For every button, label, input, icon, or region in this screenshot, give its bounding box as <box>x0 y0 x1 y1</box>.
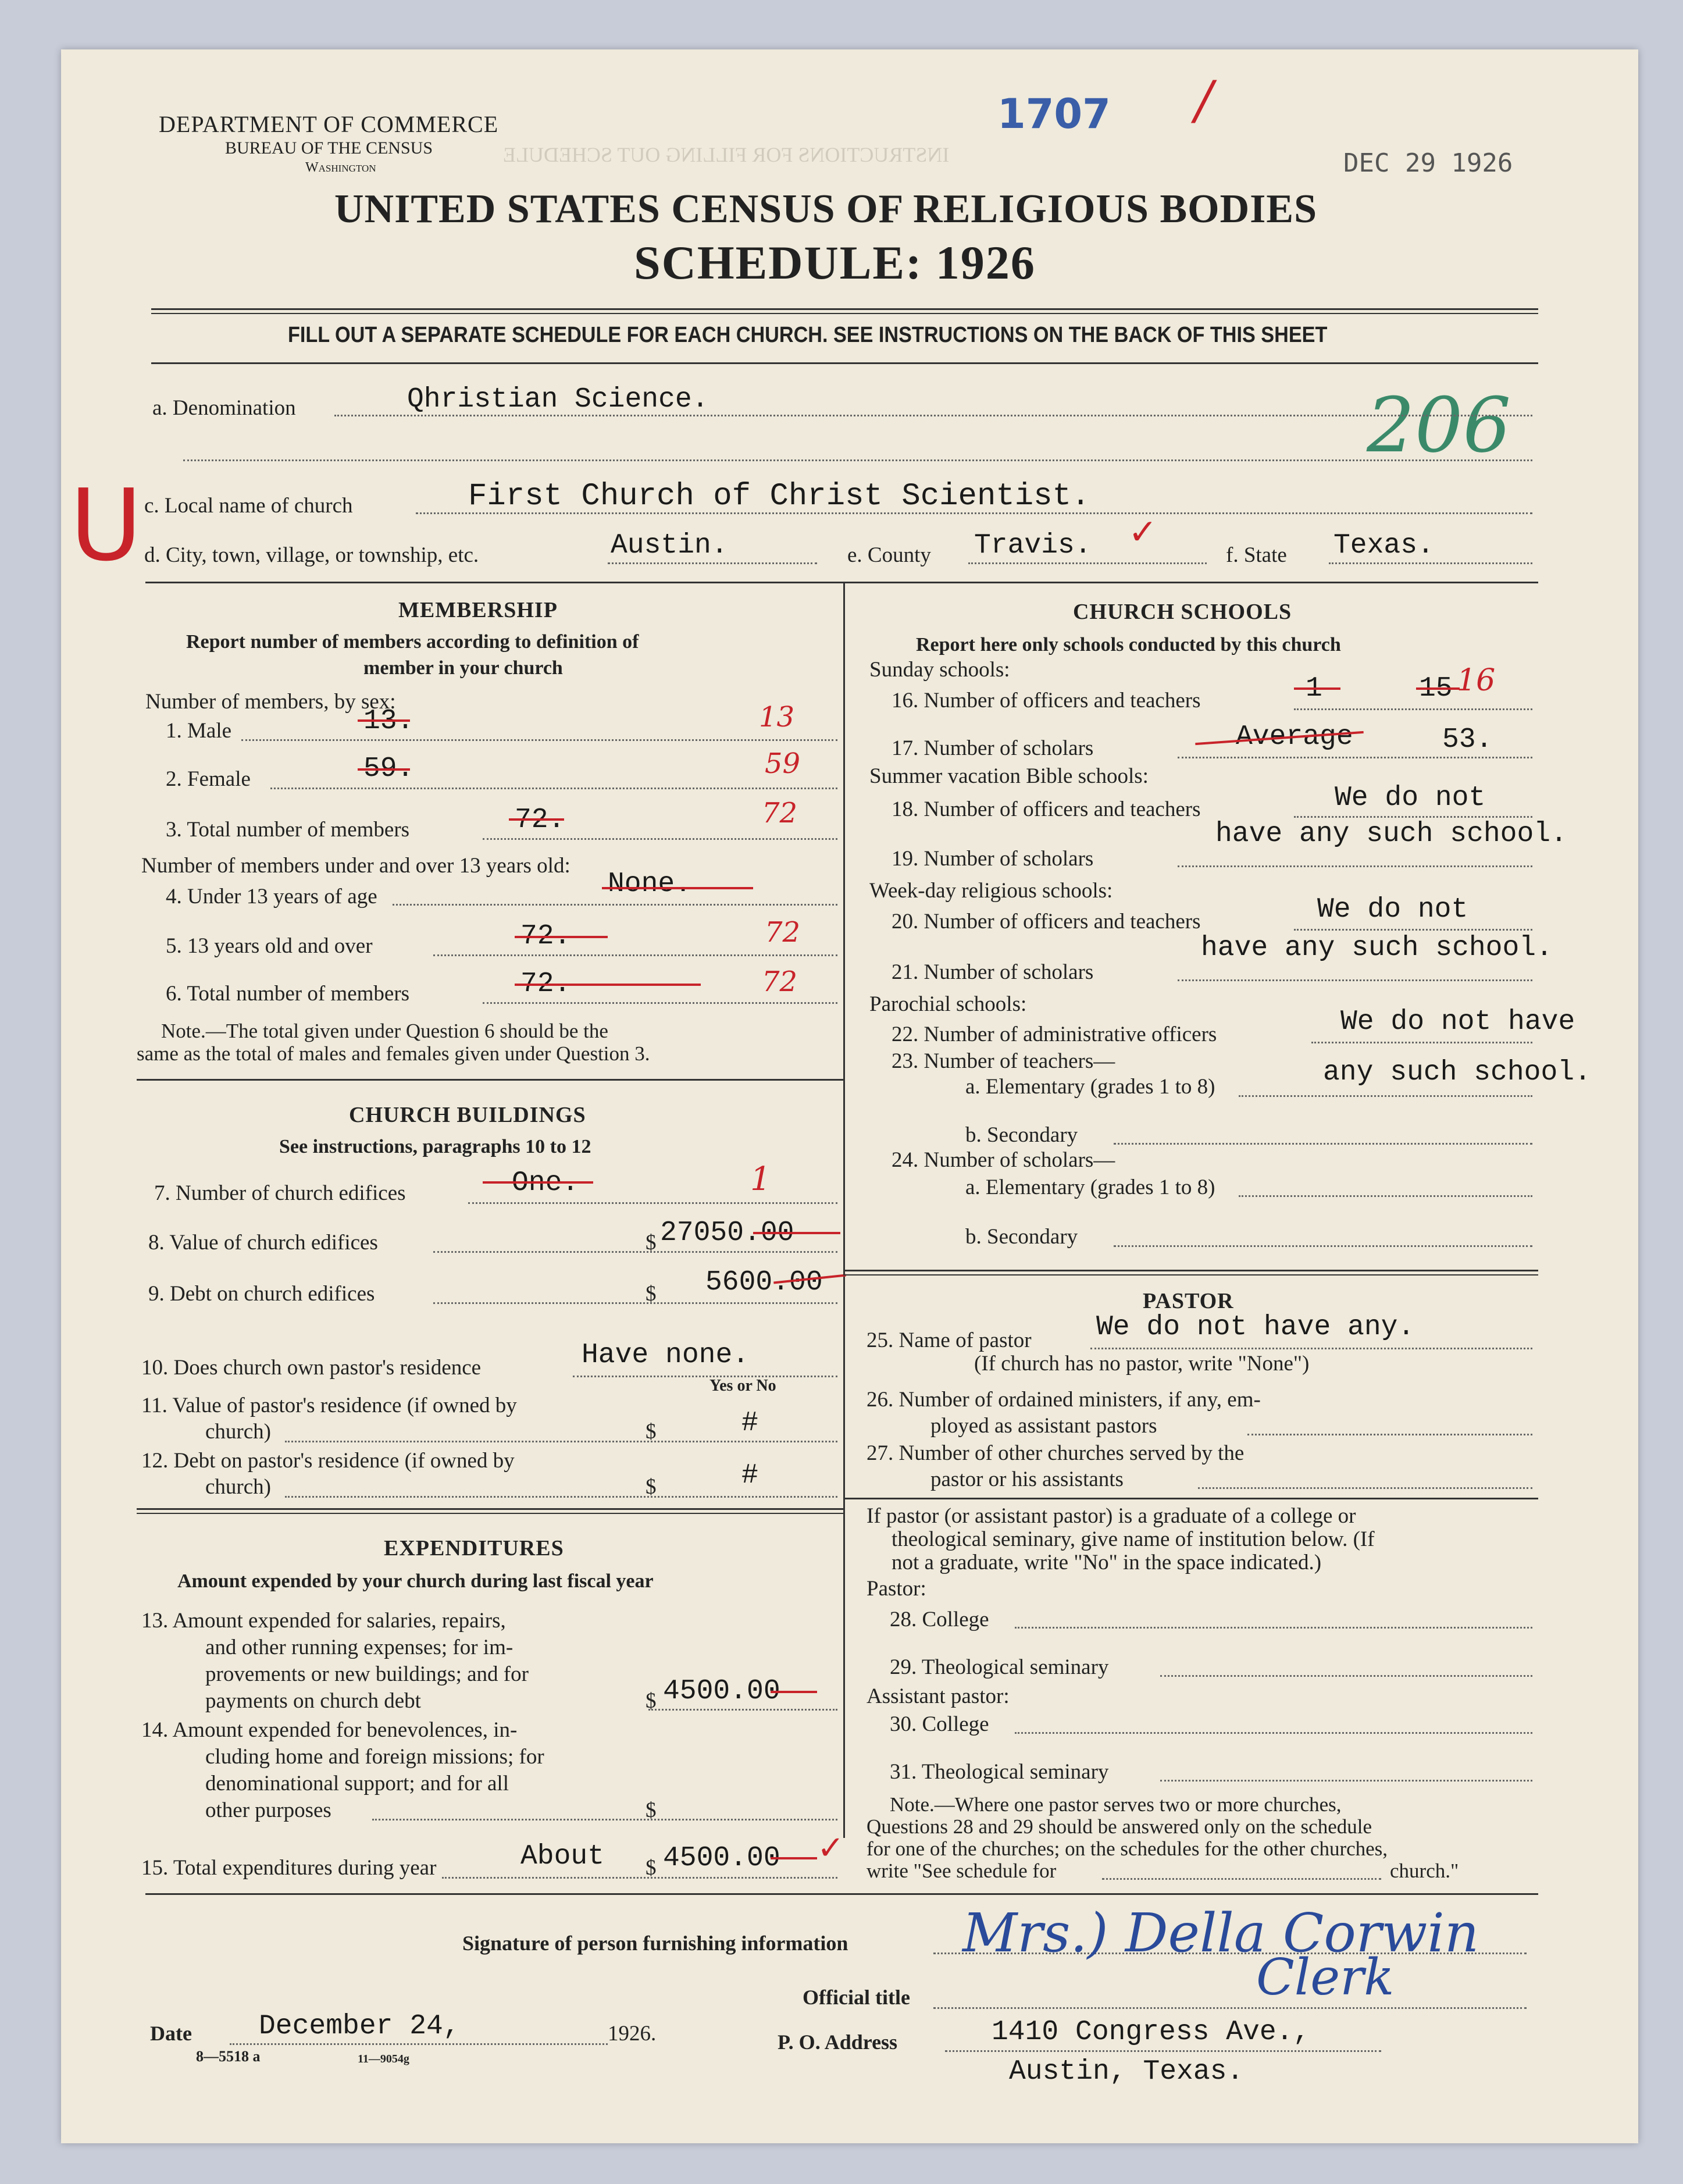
q8-label: 8. Value of church edifices <box>148 1231 378 1255</box>
form-number-stamp: 1707 <box>997 90 1111 138</box>
q20-label: 20. Number of officers and teachers <box>892 910 1201 934</box>
q5-strike <box>515 936 608 938</box>
washington-label: Washington <box>305 160 376 175</box>
q22-label: 22. Number of administrative officers <box>892 1022 1217 1046</box>
official-title-handwritten[interactable]: Clerk <box>1256 1948 1395 2007</box>
q23a-line <box>1239 1095 1532 1097</box>
q16-typed-b[interactable]: 15 <box>1419 673 1453 704</box>
schedule-title: SCHEDULE: 1926 <box>634 236 1036 289</box>
q5-label: 5. 13 years old and over <box>166 934 373 958</box>
po-address-line-1[interactable]: 1410 Congress Ave., <box>992 2016 1310 2048</box>
summer-schools-heading: Summer vacation Bible schools: <box>869 764 1149 788</box>
q29-line <box>1160 1675 1532 1677</box>
q7-line <box>468 1202 837 1204</box>
q16-label: 16. Number of officers and teachers <box>892 689 1201 712</box>
q6-label: 6. Total number of members <box>166 982 410 1006</box>
q13-label-4: payments on church debt <box>205 1689 421 1713</box>
schools-heading: CHURCH SCHOOLS <box>1073 600 1292 624</box>
state-label: f. State <box>1226 543 1287 567</box>
q27-label-2: pastor or his assistants <box>930 1467 1124 1491</box>
po-address-line-2[interactable]: Austin, Texas. <box>1009 2056 1244 2087</box>
fill-instruction: FILL OUT A SEPARATE SCHEDULE FOR EACH CHURCH. SEE INSTRUCTIONS ON THE BACK OF THIS SHEET <box>288 323 1328 347</box>
q31-label: 31. Theological seminary <box>890 1760 1109 1784</box>
q16b-strike <box>1416 687 1460 690</box>
q25-note: (If church has no pastor, write "None") <box>974 1352 1310 1376</box>
q23a-typed[interactable]: any such school. <box>1323 1057 1591 1088</box>
pastor-subheading: Pastor: <box>867 1577 926 1601</box>
red-tick-mark: / <box>1195 70 1213 131</box>
q9-typed[interactable]: 5600.00 <box>705 1267 823 1298</box>
city-label: d. City, town, village, or township, etc. <box>144 543 479 567</box>
q15-label: 15. Total expenditures during year <box>141 1856 437 1880</box>
q18-typed[interactable]: We do not <box>1335 782 1486 814</box>
q19-line <box>1178 865 1532 867</box>
q3-red-correction: 72 <box>762 797 798 829</box>
red-checkmark-q15: ✓ <box>817 1829 844 1867</box>
q16-red-correction: 16 <box>1457 663 1496 698</box>
po-address-label: P. O. Address <box>778 2030 898 2054</box>
q7-red-correction: 1 <box>750 1160 771 1198</box>
buildings-heading: CHURCH BUILDINGS <box>349 1103 586 1127</box>
q17-label: 17. Number of scholars <box>892 736 1094 760</box>
q11-label-2: church) <box>205 1420 271 1444</box>
signature-label: Signature of person furnishing information <box>462 1932 848 1955</box>
q23-label: 23. Number of teachers— <box>892 1049 1115 1073</box>
signature-handwritten[interactable]: Mrs.) Della Corwin <box>962 1902 1479 1964</box>
q28-label: 28. College <box>890 1608 989 1631</box>
q13-label-2: and other running expenses; for im- <box>205 1636 514 1659</box>
pastor-note-line <box>1102 1878 1381 1880</box>
dept-name: DEPARTMENT OF COMMERCE <box>159 111 499 137</box>
parochial-schools-heading: Parochial schools: <box>869 992 1027 1016</box>
date-line <box>230 2043 608 2045</box>
denomination-label: a. Denomination <box>152 396 296 420</box>
q21-line <box>1178 979 1532 981</box>
bureau-name: BUREAU OF THE CENSUS <box>225 138 433 158</box>
date-typed[interactable]: December 24, <box>259 2011 460 2042</box>
q8-typed[interactable]: 27050.00 <box>660 1217 794 1249</box>
q14-line <box>372 1819 837 1820</box>
q3-typed[interactable]: 72. <box>515 804 565 836</box>
q13-label-3: provements or new buildings; and for <box>205 1662 529 1686</box>
q14-label-2: cluding home and foreign missions; for <box>205 1745 544 1769</box>
q15-strike <box>771 1857 817 1859</box>
yes-no-hint: Yes or No <box>709 1377 776 1395</box>
q6-line <box>483 1002 837 1004</box>
q1-strike <box>358 719 410 722</box>
county-value[interactable]: Travis. <box>974 530 1092 561</box>
q20-typed[interactable]: We do not <box>1317 894 1468 925</box>
denomination-value[interactable]: Qhristian Science. <box>407 384 709 415</box>
official-title-label: Official title <box>803 1986 910 2009</box>
q22-typed[interactable]: We do not have <box>1340 1006 1575 1038</box>
q19-label: 19. Number of scholars <box>892 847 1094 871</box>
q10-line <box>573 1376 837 1377</box>
q11-dollar: $ <box>646 1420 657 1444</box>
city-line <box>608 562 817 564</box>
q27-line <box>1198 1487 1532 1489</box>
po-address-line <box>945 2050 1381 2052</box>
q8-dollar: $ <box>646 1231 657 1255</box>
q2-typed[interactable]: 59. <box>363 753 414 785</box>
pastor-note-3: for one of the churches; on the schedules for the other churches, <box>867 1837 1388 1860</box>
pastor-note-4: write "See schedule for <box>867 1859 1057 1882</box>
pastor-note-2: Questions 28 and 29 should be answered only on the schedule <box>867 1815 1372 1838</box>
q4-label: 4. Under 13 years of age <box>166 885 377 908</box>
denomination-line <box>334 415 1532 416</box>
handwritten-code: 206 <box>1367 381 1511 469</box>
q8-line <box>433 1251 837 1253</box>
q2-line <box>270 788 837 789</box>
grad-text-1: If pastor (or assistant pastor) is a graduate of a college or <box>867 1504 1356 1528</box>
q24b-line <box>1114 1245 1532 1247</box>
q5-line <box>433 954 837 956</box>
q5-typed[interactable]: 72. <box>520 921 571 952</box>
county-label: e. County <box>847 543 931 567</box>
q25-line <box>1090 1348 1532 1349</box>
pastor-note-1: Note.—Where one pastor serves two or more churches, <box>890 1793 1342 1816</box>
q17-struck-text: Average <box>1236 721 1353 753</box>
q12-typed[interactable]: # <box>741 1460 758 1491</box>
received-date-stamp: DEC 29 1926 <box>1343 148 1513 178</box>
q4-typed[interactable]: None. <box>608 868 692 900</box>
q1-typed[interactable]: 13. <box>363 706 414 737</box>
local-name-line <box>416 512 1532 514</box>
q16a-strike <box>1294 687 1340 690</box>
q2-label: 2. Female <box>166 767 251 791</box>
form-title: UNITED STATES CENSUS OF RELIGIOUS BODIES <box>334 187 1318 231</box>
q13-typed[interactable]: 4500.00 <box>663 1676 780 1707</box>
q13-label-1: 13. Amount expended for salaries, repairs, <box>141 1609 506 1633</box>
q21-label: 21. Number of scholars <box>892 960 1094 984</box>
q9-dollar: $ <box>646 1282 657 1306</box>
q30-label: 30. College <box>890 1712 989 1736</box>
q14-dollar: $ <box>646 1798 657 1822</box>
q12-label-2: church) <box>205 1475 271 1499</box>
q11-label-1: 11. Value of pastor's residence (if owned by <box>141 1394 517 1417</box>
membership-subtitle-2: member in your church <box>363 657 563 679</box>
q26-label-2: ployed as assistant pastors <box>930 1414 1157 1438</box>
q15-line <box>442 1877 837 1879</box>
header-rule-bottom <box>151 362 1538 364</box>
q3-label: 3. Total number of members <box>166 818 410 842</box>
q27-label-1: 27. Number of other churches served by the <box>867 1441 1245 1465</box>
q12-dollar: $ <box>646 1475 657 1499</box>
q16-line <box>1294 708 1532 710</box>
official-title-line <box>933 2007 1527 2009</box>
q11-typed[interactable]: # <box>741 1408 758 1439</box>
q3-strike <box>509 818 564 821</box>
q17-line <box>1178 757 1532 758</box>
q10-typed[interactable]: Have none. <box>582 1339 750 1371</box>
denomination-line-2 <box>183 459 1532 461</box>
q22-line <box>1311 1042 1532 1043</box>
q9-label: 9. Debt on church edifices <box>148 1282 375 1306</box>
q15-typed[interactable]: 4500.00 <box>663 1843 780 1874</box>
pastor-mid-rule <box>843 1498 1538 1499</box>
local-name-label: c. Local name of church <box>144 494 353 518</box>
q1-line <box>241 739 837 741</box>
expenditures-subtitle: Amount expended by your church during last fiscal year <box>177 1570 654 1592</box>
q21-typed[interactable]: have any such school. <box>1201 932 1553 964</box>
column-divider <box>843 582 845 1838</box>
q12-line <box>285 1496 837 1498</box>
census-form-sheet <box>61 49 1638 2143</box>
q24a-label: a. Elementary (grades 1 to 8) <box>965 1175 1215 1199</box>
by-sex-heading: Number of members, by sex: <box>145 690 396 714</box>
buildings-subtitle: See instructions, paragraphs 10 to 12 <box>279 1136 591 1157</box>
q20-line <box>1294 929 1532 931</box>
q10-label: 10. Does church own pastor's residence <box>141 1356 482 1380</box>
age-heading: Number of members under and over 13 years old: <box>141 854 570 878</box>
q15-dollar: $ <box>646 1856 657 1880</box>
state-value[interactable]: Texas. <box>1333 530 1434 561</box>
q7-label: 7. Number of church edifices <box>154 1181 406 1205</box>
q29-label: 29. Theological seminary <box>890 1655 1109 1679</box>
q13-line <box>648 1709 837 1711</box>
date-year: 1926. <box>608 2022 657 2046</box>
q12-label-1: 12. Debt on pastor's residence (if owned by <box>141 1449 515 1473</box>
q26-line <box>1247 1434 1532 1435</box>
membership-subtitle-1: Report number of members according to definition of <box>186 631 639 653</box>
section-rule-top <box>145 582 1538 583</box>
q23a-label: a. Elementary (grades 1 to 8) <box>965 1075 1215 1099</box>
membership-note-1: Note.—The total given under Question 6 should be the <box>161 1020 608 1042</box>
q24-label: 24. Number of scholars— <box>892 1148 1115 1172</box>
q1-label: 1. Male <box>166 719 232 743</box>
grad-text-3: not a graduate, write "No" in the space indicated.) <box>892 1551 1322 1574</box>
q18-label: 18. Number of officers and teachers <box>892 797 1201 821</box>
q6-typed[interactable]: 72. <box>520 968 571 1000</box>
q14-label-1: 14. Amount expended for benevolences, in- <box>141 1718 518 1742</box>
q23b-label: b. Secondary <box>965 1123 1078 1147</box>
q5-red-correction: 72 <box>765 916 801 949</box>
grad-text-2: theological seminary, give name of institution below. (If <box>892 1527 1375 1551</box>
header-rule-top-2 <box>151 313 1538 314</box>
asst-pastor-subheading: Assistant pastor: <box>867 1684 1010 1708</box>
city-value[interactable]: Austin. <box>611 530 728 561</box>
state-line <box>1329 562 1532 564</box>
q8-strike <box>753 1232 840 1234</box>
county-line <box>968 562 1207 564</box>
q17-typed[interactable]: 53. <box>1442 724 1493 756</box>
q6-red-correction: 72 <box>762 965 798 998</box>
local-name-value[interactable]: First Church of Christ Scientist. <box>468 479 1090 514</box>
form-number: 8—5518 a <box>196 2048 261 2065</box>
q2-strike <box>358 768 410 771</box>
q11-line <box>285 1441 837 1442</box>
q16-typed-a[interactable]: 1 <box>1306 673 1322 704</box>
membership-bottom-rule <box>137 1079 843 1081</box>
date-label: Date <box>150 2022 192 2045</box>
q28-line <box>1015 1627 1532 1629</box>
q24a-line <box>1239 1195 1532 1197</box>
red-u-mark: U <box>70 468 142 583</box>
expenditures-heading: EXPENDITURES <box>384 1536 564 1560</box>
q2-red-correction: 59 <box>765 747 801 780</box>
sunday-schools-heading: Sunday schools: <box>869 658 1010 682</box>
q30-line <box>1015 1732 1532 1734</box>
buildings-bottom-rule-2 <box>137 1513 843 1514</box>
q4-line <box>393 904 837 906</box>
header-rule-top <box>151 308 1538 310</box>
q19-typed[interactable]: have any such school. <box>1215 818 1567 850</box>
q3-line <box>483 838 837 840</box>
membership-heading: MEMBERSHIP <box>398 598 558 622</box>
q7-typed[interactable]: One. <box>512 1167 579 1199</box>
buildings-bottom-rule <box>137 1508 843 1510</box>
schools-bottom-rule-2 <box>843 1274 1538 1276</box>
q15-about[interactable]: About <box>520 1841 605 1872</box>
q4-strike <box>602 887 753 889</box>
q6-strike <box>515 984 701 986</box>
q25-typed[interactable]: We do not have any. <box>1096 1312 1415 1343</box>
membership-note-2: same as the total of males and females given under Question 3. <box>137 1042 650 1065</box>
pastor-heading: PASTOR <box>1143 1289 1234 1313</box>
q14-label-4: other purposes <box>205 1798 331 1822</box>
q13-dollar: $ <box>646 1689 657 1713</box>
red-checkmark-county: ✓ <box>1128 512 1158 553</box>
q31-line <box>1160 1780 1532 1782</box>
q23b-line <box>1114 1143 1532 1145</box>
pastor-note-5: church." <box>1390 1859 1459 1882</box>
form-number-2: 11—9054g <box>358 2053 409 2065</box>
q7-strike <box>483 1181 593 1184</box>
weekday-schools-heading: Week-day religious schools: <box>869 879 1113 903</box>
q1-red-correction: 13 <box>759 701 795 733</box>
q18-line <box>1294 816 1532 818</box>
q26-label-1: 26. Number of ordained ministers, if any, em- <box>867 1388 1261 1412</box>
q24b-label: b. Secondary <box>965 1225 1078 1249</box>
q13-strike <box>771 1691 817 1693</box>
q25-label: 25. Name of pastor <box>867 1328 1032 1352</box>
bleed-through-text: INSTRUCTIONS FOR FILLING OUT SCHEDULE <box>503 143 950 166</box>
sections-bottom-rule <box>145 1893 1538 1895</box>
q9-line <box>433 1302 837 1304</box>
schools-subtitle: Report here only schools conducted by this church <box>916 634 1341 655</box>
schools-bottom-rule <box>843 1270 1538 1271</box>
q14-label-3: denominational support; and for all <box>205 1772 509 1795</box>
